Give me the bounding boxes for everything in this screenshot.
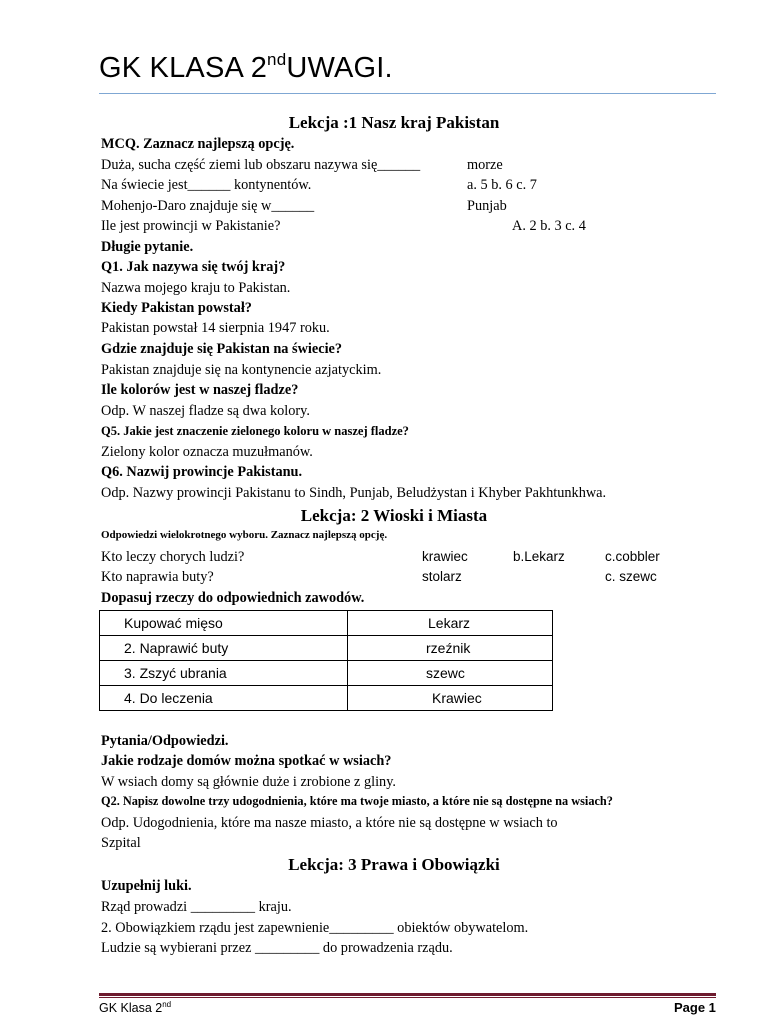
table-row (100, 636, 553, 661)
table-row (100, 661, 553, 686)
question: Q2. Napisz dowolne trzy udogodnienia, które ma twoje miasto, a które nie są dostępne na wsiach? (101, 794, 613, 808)
matching-table (99, 610, 553, 711)
fill-blank-line: Ludzie są wybierani przez _________ do prowadzenia rządu. (101, 940, 453, 956)
fill-blank-line: Rząd prowadzi _________ kraju. (101, 899, 292, 915)
question: Q5. Jakie jest znaczenie zielonego koloru w naszej fladze? (101, 424, 409, 438)
long-question-label: Długie pytanie. (101, 239, 194, 255)
table-cell: 3. Zszyć ubrania (100, 661, 348, 686)
lesson2-heading: Lekcja: 2 Wioski i Miasta (300, 506, 488, 525)
answer: Nazwa mojego kraju to Pakistan. (101, 280, 291, 296)
table-cell: 2. Naprawić buty (100, 636, 348, 661)
mcq-question: Kto naprawia buty? (101, 569, 214, 585)
mcq-question: Kto leczy chorych ludzi? (101, 549, 245, 565)
answer: Odp. W naszej fladze są dwa kolory. (101, 403, 310, 419)
question: Ile kolorów jest w naszej fladze? (101, 382, 299, 398)
question: Kiedy Pakistan powstał? (101, 300, 252, 316)
question: Q6. Nazwij prowincje Pakistanu. (101, 464, 303, 480)
mcq-option: b.Lekarz (513, 549, 565, 564)
mcq-question: Duża, sucha część ziemi lub obszaru nazywa się______ (101, 157, 421, 173)
table-cell: szewc (348, 661, 553, 686)
mcq-question: Na świecie jest______ kontynentów. (101, 177, 312, 193)
answer: Zielony kolor oznacza muzułmanów. (101, 444, 313, 460)
title-divider (99, 93, 716, 94)
question: Jakie rodzaje domów można spotkać w wsiach? (101, 753, 392, 769)
mcq-options: Punjab (467, 198, 507, 214)
mcq-question: Ile jest prowincji w Pakistanie? (101, 218, 281, 234)
mcq-options: morze (467, 157, 503, 173)
table-cell: Kupować mięso (100, 611, 348, 636)
mcq-option: c. szewc (605, 569, 657, 584)
mcq-options: a. 5 b. 6 c. 7 (467, 177, 537, 193)
footer-title: GK Klasa 2nd (99, 1000, 172, 1016)
answer: Szpital (101, 835, 141, 851)
footer-divider-thin (99, 997, 716, 998)
lesson2-mcq-label: Odpowiedzi wielokrotnego wyboru. Zaznacz najlepszą opcję. (101, 529, 388, 541)
answer: Pakistan powstał 14 sierpnia 1947 roku. (101, 320, 330, 336)
mcq-option: krawiec (422, 549, 468, 564)
answer: Pakistan znajduje się na kontynencie azjatyckim. (101, 362, 382, 378)
footer-divider (99, 993, 716, 996)
table-row (100, 686, 553, 711)
matching-label: Dopasuj rzeczy do odpowiednich zawodów. (101, 590, 365, 606)
table-cell: Krawiec (348, 686, 553, 711)
table-cell: 4. Do leczenia (100, 686, 348, 711)
page-title: GK KLASA 2ndUWAGI. (99, 50, 393, 84)
fill-blanks-label: Uzupełnij luki. (101, 878, 192, 894)
answer: W wsiach domy są głównie duże i zrobione z gliny. (101, 774, 396, 790)
qa-label: Pytania/Odpowiedzi. (101, 733, 229, 749)
table-cell: rzeźnik (348, 636, 553, 661)
mcq-options: A. 2 b. 3 c. 4 (512, 218, 586, 234)
answer: Odp. Nazwy prowincji Pakistanu to Sindh, Punjab, Beludżystan i Khyber Pakhtunkhwa. (101, 485, 607, 501)
lesson1-heading: Lekcja :1 Nasz kraj Pakistan (288, 113, 500, 132)
question: Q1. Jak nazywa się twój kraj? (101, 259, 286, 275)
page-number: Page 1 (674, 1000, 716, 1015)
fill-blank-line: 2. Obowiązkiem rządu jest zapewnienie_________ obiektów obywatelom. (101, 920, 529, 936)
question: Gdzie znajduje się Pakistan na świecie? (101, 341, 343, 357)
table-row (100, 611, 553, 636)
mcq-option: c.cobbler (605, 549, 660, 564)
table-cell: Lekarz (348, 611, 553, 636)
answer: Odp. Udogodnienia, które ma nasze miasto, a które nie są dostępne w wsiach to (101, 815, 558, 831)
mcq-option: stolarz (422, 569, 462, 584)
lesson1-mcq-label: MCQ. Zaznacz najlepszą opcję. (101, 136, 295, 152)
mcq-question: Mohenjo-Daro znajduje się w______ (101, 198, 315, 214)
lesson3-heading: Lekcja: 3 Prawa i Obowiązki (288, 855, 500, 874)
